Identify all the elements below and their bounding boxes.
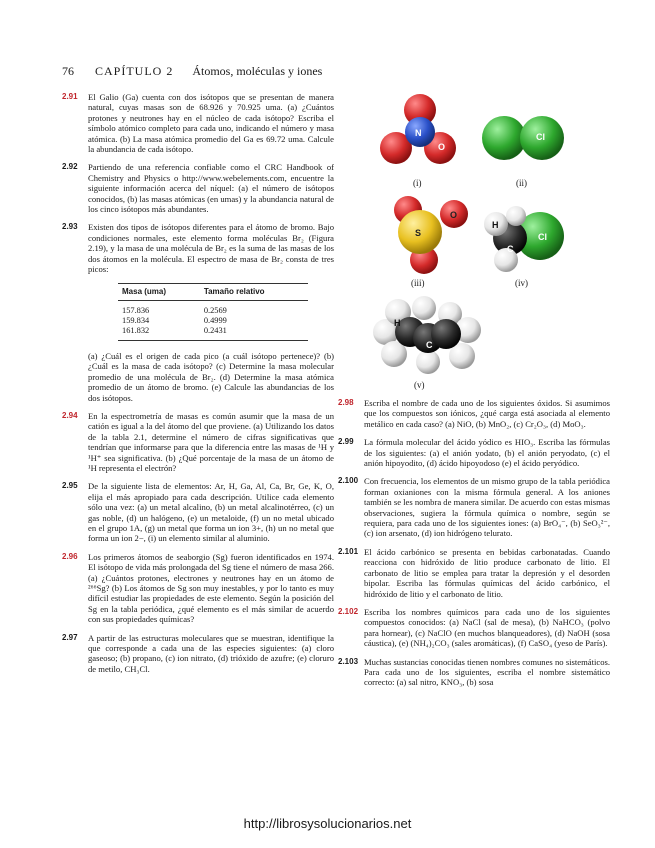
atom-label-n: N: [415, 128, 422, 138]
problem-text: Escriba el nombre de cada uno de los siguientes óxidos. Si asumimos que los compuestos son iónicos, ¿qué carga está asociada al elemento metálico en cada caso? (a) NiO, (b) MnO₂, (c) Cr₂O₃, (d) MoO₃.: [364, 398, 610, 429]
problem-number: 2.102: [338, 606, 359, 616]
table-header: Tamaño relativo: [200, 283, 308, 300]
problem-2-92: [62, 162, 334, 214]
hydrogen-atom: [416, 350, 440, 374]
problem-text: El ácido carbónico se presenta en bebidas carbonatadas. Cuando reacciona con hidróxido de litio produce carbonato de litio. El carbonato de litio se emplea para tratar la depresión y el desorden bipolar. Escriba las fórmulas químicas del ácido carbónico, el hidróxido de litio y el carbonato de litio.: [364, 546, 610, 599]
table-cell: 161.832: [118, 326, 200, 341]
hydrogen-atom: [506, 206, 526, 226]
left-column: [62, 92, 334, 682]
problem-number: 2.96: [62, 551, 78, 561]
atom-label-c: C: [426, 340, 433, 350]
problem-text: El Galio (Ga) cuenta con dos isótopos que se presentan de manera natural, cuyas masas son de 68.926 y 70.925 uma. (a) ¿Cuántos protones y neutrones hay en el núcleo de cada isótopo? Escriba el símbolo atómico completo para cada uno, indicando el número y masa atómica. (b) La masa atómica promedio del Ga es 69.72 uma. Calcule la abundancia de cada isótopo.: [88, 92, 334, 155]
problem-text: Existen dos tipos de isótopos diferentes para el átomo de bromo. Bajo condiciones normales, este elemento forma moléculas Br₂ (Figura 2.19), y la masa de una molécula de Br₂ es la suma de las masas de los dos átomos en la molécula. El espectro de masa de Br₂ consta de tres picos:: [88, 222, 334, 275]
problem-2-101: [338, 547, 610, 599]
molecule-label-v: (v): [414, 380, 425, 390]
molecule-label-iv: (iv): [515, 278, 528, 288]
hydrogen-atom: [412, 296, 436, 320]
table-cell: 0.4999: [203, 315, 227, 325]
molecule-v-propane: [364, 296, 494, 376]
molecule-label-iii: (iii): [411, 278, 425, 288]
table-cell: 159.834: [122, 315, 150, 325]
problem-number: 2.98: [338, 398, 354, 407]
problem-2-95: [62, 481, 334, 543]
problem-number: 2.97: [62, 632, 78, 642]
problem-text: La fórmula molecular del ácido yódico es HIO₃. Escriba las fórmulas de los siguientes: (a) el anión yodato, (b) el anión peryodato, (c) el anión hipoyodito, (d) ácido hipoyodoso (e) el ácido peryódico.: [364, 437, 610, 469]
atom-label-h: H: [394, 318, 401, 328]
problem-2-96: [62, 552, 334, 625]
footer-url[interactable]: http://librosysolucionarios.net: [243, 816, 412, 831]
page-number: 76: [62, 64, 74, 78]
right-column: [338, 398, 610, 696]
molecule-label-ii: (ii): [516, 178, 527, 188]
molecule-label-i: (i): [413, 178, 422, 188]
atom-label-o: O: [438, 142, 446, 152]
problem-2-97: [62, 633, 334, 675]
table-row: [118, 300, 308, 316]
problem-number: 2.101: [338, 546, 359, 556]
problem-2-102: [338, 607, 610, 649]
problem-text: Los primeros átomos de seaborgio (Sg) fueron identificados en 1974. El isótopo de vida más prolongada del Sg tiene el número de masa 266. (a) ¿Cuántos protones, electrones y neutrones hay en un átomo de ²⁶⁶Sg? (b) Los átomos de Sg son muy inestables, y por lo tanto es muy difícil estudiar las propiedades de este elemento. Según la posición del Sg en la tabla periódica, ¿qué elemento es el más similar de acuerdo con sus propiedades químicas?: [88, 551, 334, 625]
page-header: [62, 64, 322, 79]
problem-number: 2.95: [62, 481, 78, 491]
molecule-iii-sulfur-trioxide: [380, 196, 480, 276]
carbon-atom: [431, 319, 461, 349]
problem-number: 2.99: [338, 437, 354, 447]
molecule-i-nitrate: [372, 92, 472, 172]
problem-2-103: [338, 657, 610, 688]
problem-2-91: [62, 92, 334, 154]
atom-label-cl: Cl: [538, 232, 547, 242]
hydrogen-atom: [494, 248, 518, 272]
table-cell: 0.2569: [203, 305, 227, 315]
table-cell: 0.2431: [200, 326, 308, 341]
chapter-label: CAPÍTULO 2: [95, 64, 174, 78]
problem-number: 2.92: [62, 162, 78, 172]
problem-number: 2.94: [62, 410, 78, 420]
problem-2-98: [338, 398, 610, 429]
problem-number: 2.91: [62, 92, 78, 101]
atom-label-h: H: [492, 220, 499, 230]
problem-number: 2.100: [338, 476, 359, 486]
problem-text-continued: (a) ¿Cuál es el origen de cada pico (a cuál isótopo pertenece)? (b) ¿Cuál es la masa de cada isótopo? (c) Determine la masa molecular promedio de una molécula de Br₂. (d) Determine la masa atómica promedio de un átomo de bromo. (e) Calcule las abundancias de los dos isótopos.: [88, 350, 334, 403]
atom-label-s: S: [415, 228, 422, 238]
problem-text: Partiendo de una referencia confiable como el CRC Handbook of Chemistry and Physics o http://www.webelements.com, encuentre la siguiente información acerca del níquel: (a) el número de isótopos conocidos, (b) las masas atómicas (en umas) y la abundancia natural de los cinco isótopos más abundantes.: [88, 162, 334, 215]
table-header: Masa (uma): [118, 283, 200, 300]
problem-2-100: [338, 476, 610, 538]
atom-label-cl: Cl: [536, 132, 545, 142]
problem-text: A partir de las estructuras moleculares que se muestran, identifique la que corresponde a cada una de las especies siguientes: (a) cloro gaseoso; (b) propano, (c) ion nitrato, (d) trióxido de azufre; (e) cloruro de metilo, CH₃Cl.: [88, 632, 334, 674]
table-row: [118, 326, 308, 341]
problem-text: De la siguiente lista de elementos: Ar, H, Ga, Al, Ca, Br, Ge, K, O, elija el más apropiado para cada descripción. Utilice cada elemento sólo una vez: (a) un metal alcalino, (b) un metal alcalinotérreo, (c) un gas noble, (d) un halógeno, (e) un metaloide, (f) un no metal ubicado en el grupo 1A, (g) un metal que forma un ion 3+, (h) un no metal que forma un ion 2−, (i) un elemento similar al aluminio.: [88, 481, 334, 544]
problem-text: Con frecuencia, los elementos de un mismo grupo de la tabla periódica forman oxianiones con la misma fórmula general. A los aniones también se les nombra de manera similar. De acuerdo con estas mismas observaciones, sugiera la fórmula química o nombre, según se requiera, para cada uno de los siguientes iones: (a) BrO₄⁻, (b) SeO₃²⁻, (c) ion arsenato, (d) ion hidrógeno telurato.: [364, 476, 610, 539]
problem-text: Escriba los nombres químicos para cada uno de los siguientes compuestos conocidos: (a) NaCl (sal de mesa), (b) NaHCO₃ (polvo para hornear), (c) NaClO (en muchos blanqueadores), (d) NaOH (sosa cáustica), (e) (NH₄)₂CO₃ (sales aromáticas), (f) CaSO₄ (yeso de París).: [364, 606, 610, 649]
problem-number: 2.103: [338, 656, 359, 666]
chlorine-atom: [482, 116, 526, 160]
molecule-ii-chlorine: [480, 108, 570, 168]
molecule-iv-methyl-chloride: [476, 200, 576, 276]
table-cell: 157.836: [122, 305, 150, 315]
mass-spectrum-table: [118, 283, 308, 341]
problem-2-99: [338, 437, 610, 468]
problem-text: En la espectrometría de masas es común asumir que la masa de un catión es igual a la del átomo del que proviene. (a) Utilizando los datos de la tabla 2.1, determine el número de cifras significativas que tendrían que informarse para que la diferencia entre las masas de ¹H y ¹H⁺ sea significativa. (b) ¿Qué porcentaje de la masa de un átomo de ¹H representa el electrón?: [88, 410, 334, 473]
chapter-title: Átomos, moléculas y iones: [192, 64, 323, 78]
problem-2-93: [62, 222, 334, 402]
table-row: [118, 316, 308, 326]
problem-text: Muchas sustancias conocidas tienen nombres comunes no sistemáticos. Para cada uno de los siguientes, escriba el nombre sistemático correcto: (a) sal nitro, KNO₃, (b) sosa: [364, 656, 610, 688]
atom-label-o: O: [450, 210, 458, 220]
problem-number: 2.93: [62, 222, 78, 232]
atom-label-c: C: [507, 244, 514, 254]
problem-2-94: [62, 411, 334, 473]
